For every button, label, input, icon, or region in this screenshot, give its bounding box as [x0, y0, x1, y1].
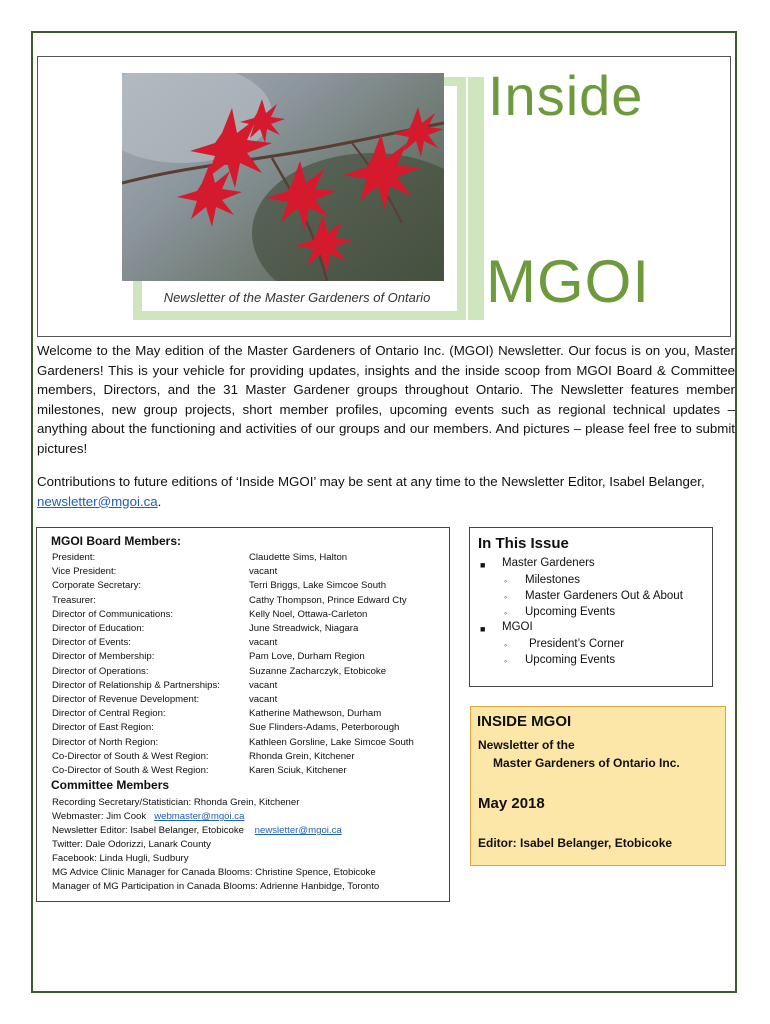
square-bullet-icon: ■ [480, 560, 486, 570]
board-title: MGOI Board Members: [51, 534, 182, 548]
issue-item-out-about[interactable]: Master Gardeners Out & About [525, 590, 683, 602]
board-role: Co-Director of South & West Region: [52, 765, 209, 776]
board-row [52, 707, 442, 721]
callout-subtitle-2: Master Gardeners of Ontario Inc. [493, 756, 680, 770]
board-row [52, 594, 442, 608]
committee-webmaster [52, 810, 244, 824]
masthead-inside: Inside [488, 64, 644, 127]
board-row [52, 636, 442, 650]
board-role: Director of Central Region: [52, 708, 166, 720]
board-row [52, 721, 442, 735]
committee-twitter: Twitter: Dale Odorizzi, Lanark County [52, 839, 211, 850]
editor-label: Newsletter Editor: Isabel Belanger, Etobicoke [52, 825, 244, 836]
board-role: Director of Relationship & Partnerships: [52, 679, 220, 691]
flower-photo [122, 73, 444, 281]
committee-participation: Manager of MG Participation in Canada Blooms: Adrienne Hanbidge, Toronto [52, 881, 380, 892]
board-role: Vice President: [52, 566, 117, 578]
board-role: Director of Membership: [52, 651, 155, 663]
board-row [52, 551, 442, 565]
callout-date: May 2018 [478, 795, 545, 812]
committee-title: Committee Members [51, 778, 170, 792]
board-member-name: June Streadwick, Niagara [249, 623, 359, 634]
contributions-paragraph [37, 472, 735, 511]
webmaster-email-link[interactable]: webmaster@mgoi.ca [154, 811, 245, 822]
circle-bullet-icon: ◦ [504, 608, 508, 618]
board-role: President: [52, 552, 96, 563]
board-role: Director of Events: [52, 637, 131, 649]
board-row [52, 750, 442, 764]
callout-title: INSIDE MGOI [477, 713, 572, 730]
board-member-name: Katherine Mathewson, Durham [249, 708, 382, 720]
issue-item-milestones[interactable]: Milestones [525, 574, 580, 586]
callout-editor: Editor: Isabel Belanger, Etobicoke [478, 836, 673, 850]
committee-advice-clinic: MG Advice Clinic Manager for Canada Blooms: Christine Spence, Etobicoke [52, 867, 376, 878]
board-role: Co-Director of South & West Region: [52, 750, 209, 762]
webmaster-label: Webmaster: Jim Cook [52, 811, 147, 822]
board-row [52, 665, 442, 679]
intro-paragraph: Welcome to the May edition of the Master Gardeners of Ontario Inc. (MGOI) Newsletter. Our focus is on you, Master Gardeners! This is your vehicle for providing updates, insights and the inside scoop from MGOI Board & Committee members, Directors, and the 31 Master Gardener groups throughout Ontario. The Newsletter features member milestones, new group projects, short member profiles, upcoming events such as regional technical updates – anything about the functioning and activities of our groups and our members. And pictures – please feel free to submit pictures! [37, 343, 735, 456]
board-role: Director of Education: [52, 623, 145, 634]
board-member-name: Cathy Thompson, Prince Edward Cty [249, 594, 407, 606]
committee-facebook: Facebook: Linda Hugli, Sudbury [52, 853, 189, 864]
board-member-name: Sue Flinders-Adams, Peterborough [249, 722, 400, 734]
board-row [52, 764, 442, 778]
board-member-name: vacant [249, 637, 278, 649]
issue-item-mgoi-upcoming-events[interactable]: Upcoming Events [525, 654, 616, 666]
board-member-name: vacant [249, 566, 278, 578]
issue-item-mg-upcoming-events[interactable]: Upcoming Events [525, 606, 616, 618]
board-member-name: Rhonda Grein, Kitchener [249, 750, 355, 762]
board-row [52, 693, 442, 707]
square-bullet-icon: ■ [480, 624, 486, 634]
circle-bullet-icon: ◦ [504, 576, 508, 586]
board-role: Director of North Region: [52, 736, 159, 748]
board-member-name: vacant [249, 679, 278, 691]
callout-subtitle-1: Newsletter of the [478, 738, 575, 752]
board-row [52, 608, 442, 622]
committee-editor [52, 824, 342, 838]
masthead-mgoi: MGOI [486, 248, 650, 315]
board-role: Director of East Region: [52, 722, 154, 734]
committee-secretary: Recording Secretary/Statistician: Rhonda Grein, Kitchener [52, 797, 300, 808]
board-row [52, 565, 442, 579]
newsletter-email-link[interactable]: newsletter@mgoi.ca [37, 493, 158, 509]
board-row [52, 579, 442, 593]
board-role: Director of Communications: [52, 608, 174, 620]
board-role: Director of Revenue Development: [52, 694, 200, 705]
board-role: Director of Operations: [52, 665, 149, 677]
contrib-end: . [157, 493, 162, 509]
issue-section-master-gardeners[interactable]: Master Gardeners [502, 557, 595, 569]
board-member-name: Kelly Noel, Ottawa-Carleton [249, 608, 368, 620]
board-row [52, 736, 442, 750]
issue-item-presidents-corner[interactable]: President’s Corner [529, 638, 625, 650]
board-member-name: Claudette Sims, Halton [249, 552, 348, 563]
board-member-name: vacant [249, 694, 278, 705]
board-role: Treasurer: [52, 594, 96, 606]
issue-title: In This Issue [478, 535, 569, 552]
issue-section-mgoi[interactable]: MGOI [502, 621, 533, 633]
contrib-text: Contributions to future editions of ‘Inside MGOI’ may be sent at any time to the Newsletter Editor, Isabel Belanger, [37, 474, 705, 489]
board-row [52, 650, 442, 664]
board-member-name: Terri Briggs, Lake Simcoe South [249, 580, 387, 592]
circle-bullet-icon: ◦ [504, 656, 508, 666]
board-member-name: Pam Love, Durham Region [249, 651, 365, 663]
editor-email-link[interactable]: newsletter@mgoi.ca [254, 825, 342, 836]
board-role: Corporate Secretary: [52, 580, 142, 592]
masthead-bar [468, 77, 484, 320]
board-member-name: Suzanne Zacharczyk, Etobicoke [249, 665, 387, 677]
board-row [52, 622, 442, 636]
circle-bullet-icon: ◦ [504, 592, 508, 602]
board-member-name: Kathleen Gorsline, Lake Simcoe South [249, 736, 414, 748]
board-member-name: Karen Sciuk, Kitchener [249, 765, 347, 776]
circle-bullet-icon: ◦ [504, 640, 508, 650]
masthead-caption: Newsletter of the Master Gardeners of Ontario [163, 290, 431, 305]
board-row [52, 679, 442, 693]
